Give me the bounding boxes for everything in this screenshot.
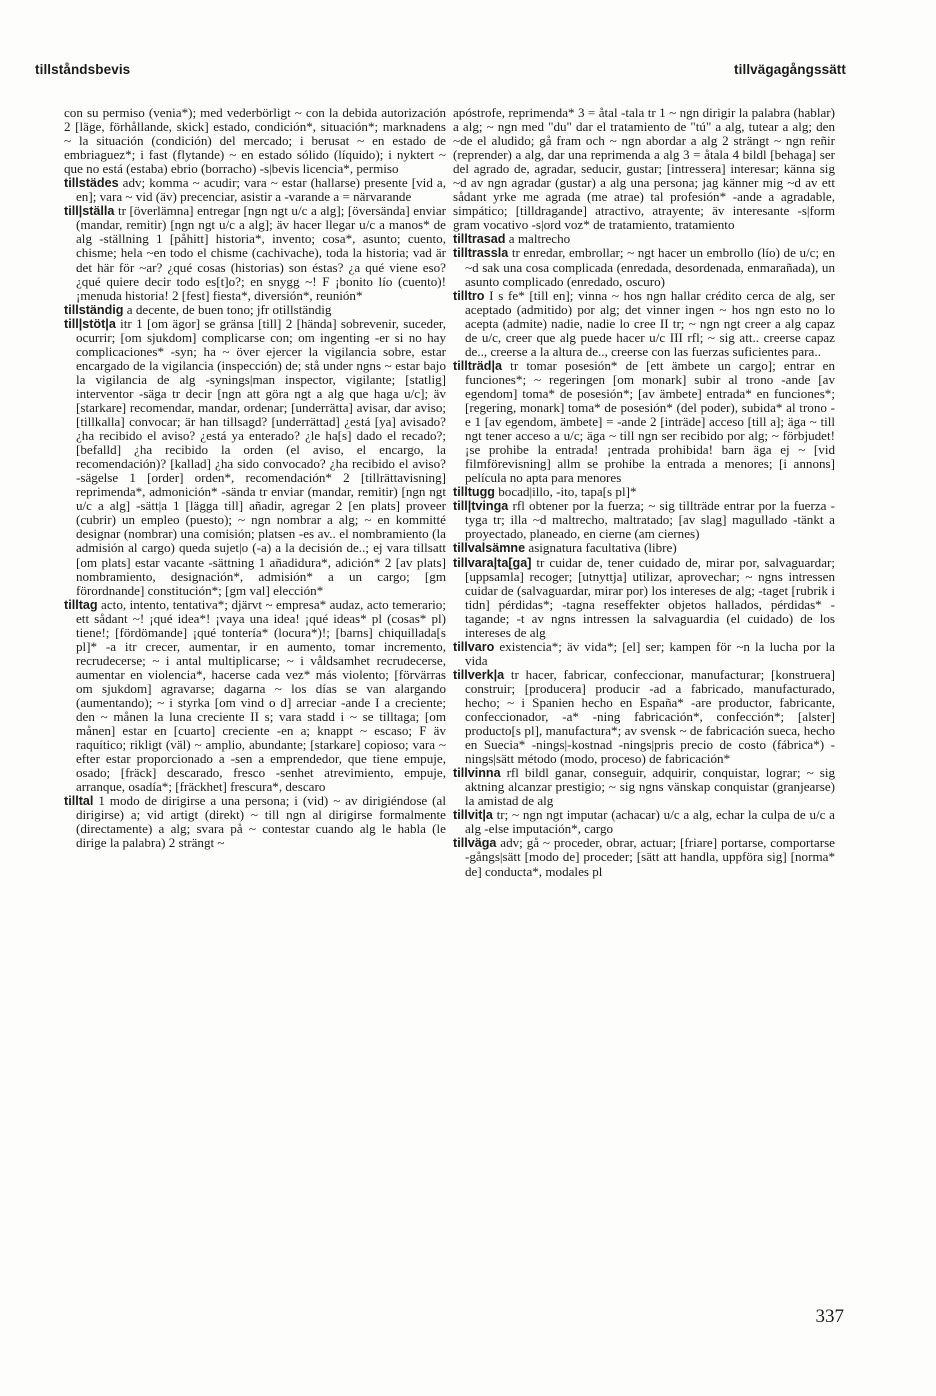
dictionary-entry — [453, 485, 835, 499]
entry-text: tr tomar posesión* de [ett ämbete un cargo]; entrar en funciones*; ~ regeringen [om monark] subir al trono -ande [av egendom] toma* de posesión*; [av ämbete] entrada* en funciones*; [regering, monark] toma* de posesión* (del poder), subida* al trono -e 1 [av egendom, ämbete] = -ande 2 [inträde] acceso [till a]; äga ~ till ngt tener acceso a u/c; äga ~ till ngn ser recibido por alg; ~ förbjudet! ¡se prohibe la entrada! ¡entrada prohibida! barn äga ej ~ [vid filmförevisning] allm se prohibe la entrada a menores; [i annons] película no apta para menores — [465, 357, 835, 486]
dictionary-entry — [453, 668, 835, 766]
entry-headword: tilltro — [453, 288, 485, 303]
entry-headword: tillväga — [453, 836, 497, 851]
entry-text: bocad|illo, -ito, tapa[s pl]* — [494, 484, 637, 500]
entry-text: adv; komma ~ acudir; vara ~ estar (hallarse) presente [vid a, en]; vara ~ vid (äv) precenciar, asistir a -varande a = närvarande — [76, 175, 446, 205]
entry-text: tr cuidar de, tener cuidado de, mirar por, salvaguardar; [uppsamla] recoger; [utnyttja] utilizar, aprovechar; ~ ngns intressen cuidar de (salvaguardar, mirar por) los intereses de alg; -taget [rubrik i tidn] pérdidas*; -tagna reseffekter objetos hallados, pérdidas* -tagande; -t av ngns intressen la salvaguardia (el cuidado) de los intereses de alg — [465, 554, 835, 640]
dictionary-entry — [64, 106, 446, 176]
entry-text: existencia*; äv vida*; [el] ser; kampen för ~n la lucha por la vida — [465, 638, 835, 668]
dictionary-entry — [453, 541, 835, 555]
dictionary-entry — [64, 317, 446, 598]
entry-headword: tilltal — [64, 794, 94, 809]
entry-text: apóstrofe, reprimenda* 3 = åtal -tala tr 1 ~ ngn dirigir la palabra (hablar) a alg; ~ ngn med "du" dar el tratamiento de "tú" a alg, tutear a alg; den ~de el aludido; gå fram och ~ ngn abordar a alg 2 strängt ~ ngn reñir (reprender) a alg, dar una reprimenda a alg 3 = åtala 4 bildl [behaga] ser del agrado de, agradar, seducir, gustar; [intressera] interesar; känna sig ~d av ngn agradar (gustar) a alg una persona; jag känner mig ~d av ett sådant yrke me agrada (me atrae) tal profesión* -ande a agradable, simpático; [tilldragande] atractivo, atrayente; äv interesante -s|form gram vocativo -s|ord voz* de tratamiento, tratamiento — [453, 105, 835, 233]
dictionary-entry — [453, 106, 835, 232]
entry-text: itr 1 [om ägor] se gränsa [till] 2 [hända] sobrevenir, suceder, ocurrir; [om sjukdom] complicarse con; om ingenting -er si no hay complicaciones* -syn; ha ~ över ejercer la vigilancia sobre, estar encargado de la vigilancia (inspección) de; stå under ngns ~ estar bajo la vigilancia de alg -synings|man inspector, vigilante; [statlig] interventor -säga tr decir [ngn att göra ngt a alg que haga u/c]; äv [starkare] recomendar, mandar, ordenar; [underrätta] avisar, dar aviso; [tillkalla] convocar; är han tillsagd? [underrättad] ¿está [ya] avisado? ¿ha recibido el aviso? ¿está ya enterado? ¿le ha[s] dado el recado?; [befalld] ¿ha recibido la orden (el aviso, el encargo, la recomendación)? [kallad] ¿ha sido convocado? ¿ha recibido el aviso? -sägelse 1 [order] orden*, recomendación* 2 [tillrättavisning] reprimenda*, admonición* -sända tr enviar (mandar, remitir) [ngn ngt u/c a alg] -sätt|a 1 [lägga till] añadir, agregar 2 [en plats] proveer (cubrir) un empleo (puesto); ~ ngn nombrar a alg; ~ en kommitté designar (nombrar) una comisión; platsen -es av.. el nombramiento (la admisión al cargo) queda sujet|o (-a) a la decisión de..; ej vara tillsatt [om plats] estar vacante -sättning 1 añadidura*, adición* 2 [av plats] nombramiento, designación*, admisión* a un cargo; [gm förordnande] constitución*; [gm val] elección* — [76, 315, 446, 598]
entry-headword: tillstädes — [64, 176, 119, 191]
entry-headword: tillträd|a — [453, 358, 503, 373]
page-number: 337 — [815, 1306, 844, 1327]
entry-headword: tillvaro — [453, 639, 495, 654]
entry-text: acto, intento, tentativa*; djärvt ~ empresa* audaz, acto temerario; ett sådant ~! ¡qué idea*! ¡vaya una idea! ¡qué ideas* pl (cosas* pl) tiene!; [fördömande] ¡qué tontería* (locura*)!; [barns] chiquillada[s pl]* -a itr crecer, aumentar, ir en aumento, tomar incremento, recrudecerse; ~ i antal multiplicarse; ~ i våldsamhet recrudecerse, aumentar en violencia*, hacerse cada vez* más violento; [förvärras om sjukdom] agravarse; dagarna ~ los días se van alargando (aumentando); ~ i styrka [om vind o d] arreciar -ande I a creciente; den ~ månen la luna creciente II s; vara stadd i ~ se tilltaga; [om månen] estar en [cuarto] creciente -en a; knappt ~ escaso; F äv raquítico; rikligt (väl) ~ amplio, abundante; [starkare] copioso; vara ~ efter estar proporcionado a -sen a emprendedor, que tiene empuje, osado; [fräck] descarado, fresco -senhet atrevimiento, empuje, arranque, osadía*; [fräckhet] frescura*, descaro — [76, 596, 446, 795]
dictionary-entry — [64, 176, 446, 204]
dictionary-entry — [453, 499, 835, 541]
entry-text: adv; gå ~ proceder, obrar, actuar; [friare] portarse, comportarse -gångs|sätt [modo de] proceder; [sätt att handla, uppföra sig] [norma* de] conducta*, modales pl — [465, 835, 835, 879]
guide-word-right: tillvägagångssätt — [734, 62, 846, 77]
entry-text: tr hacer, fabricar, confeccionar, manufacturar; [konstruera] construir; [producera] producir -ad a fabricado, manufacturado, hecho; ~ i Spanien hecho en España* -are productor, fabricante, confeccionador, -a* -ning fabricación*, confección*; [alster] producto[s pl], manufactura*; av svensk ~ de fabricación sueca, hecho en Suecia* -nings|-kostnad -nings|pris precio de costo (fábrica*) -nings|sätt método (modo, proceso) de fabricación* — [465, 666, 835, 767]
dictionary-entry — [64, 794, 446, 850]
entry-headword: till|ställa — [64, 204, 115, 219]
entry-text: con su permiso (venia*); med vederbörligt ~ con la debida autorización 2 [läge, förhållande, skick] estado, condición*, situación*; marknadens ~ la situación (condición) del mercado; i berusat ~ en estado de embriaguez*; i fast (flytande) ~ en estado sólido (líquido); i nyktert ~ que no está (estaba) ebrio (borracho) -s|bevis licencia*, permiso — [64, 105, 446, 177]
entry-headword: tilltrasad — [453, 232, 506, 247]
entry-headword: till|tvinga — [453, 499, 509, 514]
entry-headword: till|stöt|a — [64, 316, 116, 331]
entry-headword: tillvinna — [453, 766, 501, 781]
dictionary-entry — [453, 556, 835, 640]
entry-text: rfl bildl ganar, conseguir, adquirir, conquistar, lograr; ~ sig aktning alcanzar prestigio; ~ sig ngns vänskap conquistar (granjearse) la amistad de alg — [465, 765, 835, 809]
dictionary-entry — [453, 289, 835, 359]
entry-headword: tillverk|a — [453, 667, 505, 682]
entry-headword: tillvit|a — [453, 808, 493, 823]
entry-text: 1 modo de dirigirse a una persona; i (vid) ~ av dirigiéndose (al dirigirse) a; vid artigt (direkt) ~ till ngn al dirigirse formalmente (directamente) a alg; svara på ~ contestar cuando alg le habla (le dirige la palabra) 2 strängt ~ — [76, 793, 446, 851]
entry-text: I s fe* [till en]; vinna ~ hos ngn hallar crédito cerca de alg, ser aceptado (admitido) por alg; det vinner ingen ~ hos ngn esto no lo acepta (admite) nadie, nadie lo cree II tr; ~ ngn ngt creer a alg capaz de u/c, creer que alg puede hacer u/c III rfl; ~ sig att.. creerse capaz de.., creerse a la altura de.., creerse con las fuerzas suficientes para.. — [465, 287, 835, 359]
entry-text: a decente, de buen tono; jfr otillständig — [123, 301, 332, 317]
entry-text: tr enredar, embrollar; ~ ngt hacer un embrollo (lío) de u/c; en ~d sak una cosa complicada (enredada, desordenada, enmarañada), un asunto complicado (enredado, oscuro) — [465, 245, 835, 289]
entry-text: tr [överlämna] entregar [ngn ngt u/c a alg]; [översända] enviar (mandar, remitir) [ngn ngt u/c a alg]; äv hacer llegar u/c a manos* de alg -ställning 1 [påhitt] historia*, invento; cosa*, asunto; cuento, chisme; hela ~en todo el chisme (cachivache), toda la historia; vad är det här för ~ar? ¿qué cosas (historias) son éstas? ¿a qué viene eso? ¿qué quiere decir todo es[t]o?; en snygg ~! F ¡bonito lío (cuento)! ¡menuda historia! 2 [fest] fiesta*, diversión*, reunión* — [76, 203, 446, 303]
dictionary-entry — [453, 246, 835, 288]
entry-text: asignatura facultativa (libre) — [525, 540, 677, 556]
dictionary-entry — [453, 232, 835, 246]
dictionary-entry — [453, 808, 835, 836]
entry-headword: tillvara|ta[ga] — [453, 555, 532, 570]
dictionary-entry — [453, 836, 835, 878]
entry-text: a maltrecho — [505, 231, 571, 247]
entry-headword: tilltrassla — [453, 246, 509, 261]
guide-word-left: tillståndsbevis — [35, 62, 131, 77]
right-column — [453, 106, 835, 879]
entry-text: tr; ~ ngn ngt imputar (achacar) u/c a alg, echar la culpa de u/c a alg -else imputación*, cargo — [465, 807, 835, 837]
dictionary-entry — [453, 359, 835, 485]
dictionary-entry — [64, 598, 446, 795]
dictionary-entry — [64, 303, 446, 317]
entry-text: rfl obtener por la fuerza; ~ sig tillträde entrar por la fuerza -tyga tr; illa ~d maltrecho, maltratado; [av slag] magullado -tänkt a proyectado, planeado, en cierne (am ciernes) — [465, 498, 835, 542]
entry-headword: tillvalsämne — [453, 541, 526, 556]
dictionary-entry — [453, 640, 835, 668]
entry-headword: tillständig — [64, 302, 124, 317]
entry-headword: tilltugg — [453, 485, 495, 500]
dictionary-entry — [64, 204, 446, 302]
dictionary-entry — [453, 766, 835, 808]
left-column — [64, 106, 446, 850]
entry-headword: tilltag — [64, 597, 98, 612]
